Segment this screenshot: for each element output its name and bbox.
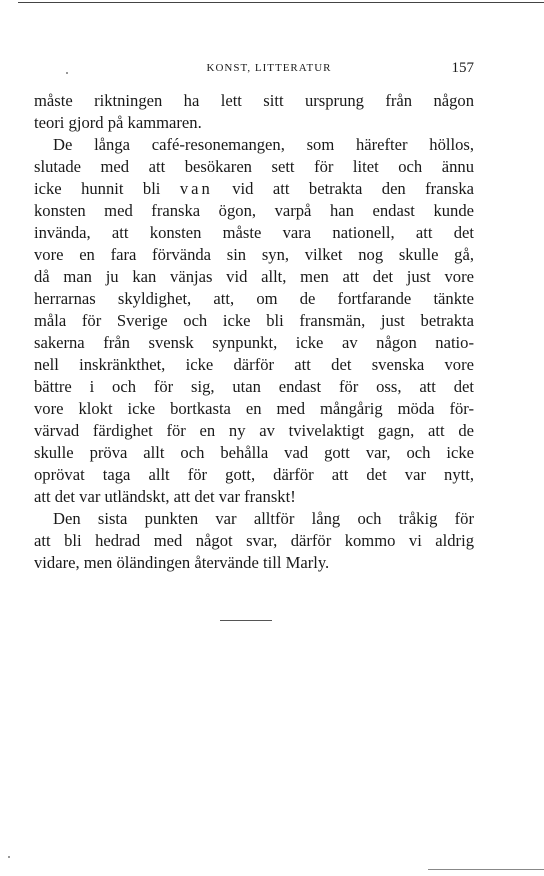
text-line: måla för Sverige och icke bli fransmän, just betrakta [34, 311, 474, 330]
text-line: herrarnas skyldighet, att, om de fortfarande tänkte [34, 289, 474, 308]
paper-speck [8, 856, 10, 858]
text-line: bättre i och för sig, utan endast för oss, att det [34, 377, 474, 396]
text-line: måste riktningen ha lett sitt ursprung från någon [34, 91, 474, 110]
paper-speck [66, 72, 68, 74]
text-line: att bli hedrad med något svar, därför kommo vi aldrig [34, 531, 474, 550]
text-line: icke hunnit bli van vid att betrakta den franska [34, 179, 474, 198]
paragraph [34, 508, 474, 574]
text-line: sakerna från svensk synpunkt, icke av någon natio- [34, 333, 474, 352]
paragraph [34, 90, 474, 134]
page-number: 157 [451, 60, 474, 76]
text-line: invända, att konsten måste vara nationell, att det [34, 223, 474, 242]
text-line: oprövat taga allt för gott, därför att det var nytt, [34, 465, 474, 484]
text-line: värvad färdighet för en ny av tvivelaktigt gagn, att de [34, 421, 474, 440]
running-head: KONST, LITTERATUR [206, 62, 332, 74]
text-line: slutade med att besökaren sett för litet och ännu [34, 157, 474, 176]
text-line: teori gjord på kammaren. [34, 113, 202, 132]
body-text [34, 90, 474, 574]
page-header [48, 62, 476, 80]
paragraph [34, 134, 474, 508]
text-line: vore en fara förvända sin syn, vilket nog skulle gå, [34, 245, 474, 264]
text-line: De långa café-resonemangen, som härefter höllos, [53, 135, 474, 154]
text-line: Den sista punkten var alltför lång och tråkig för [53, 509, 474, 528]
text-line: att det var utländskt, att det var franskt! [34, 487, 296, 506]
text-line: vidare, men öländingen återvände till Marly. [34, 553, 330, 572]
text-line: nell inskränkthet, icke därför att det svenska vore [34, 355, 474, 374]
section-end-rule [220, 620, 272, 621]
top-border-rule [18, 2, 544, 3]
bottom-edge-rule [428, 869, 544, 870]
text-line: vore klokt icke bortkasta en med mångårig möda för- [34, 399, 474, 418]
emphasized-word: van [179, 179, 213, 198]
text-line: då man ju kan vänjas vid allt, men att det just vore [34, 267, 474, 286]
text-line: konsten med franska ögon, varpå han endast kunde [34, 201, 474, 220]
text-line: skulle pröva allt och behålla vad gott var, och icke [34, 443, 474, 462]
